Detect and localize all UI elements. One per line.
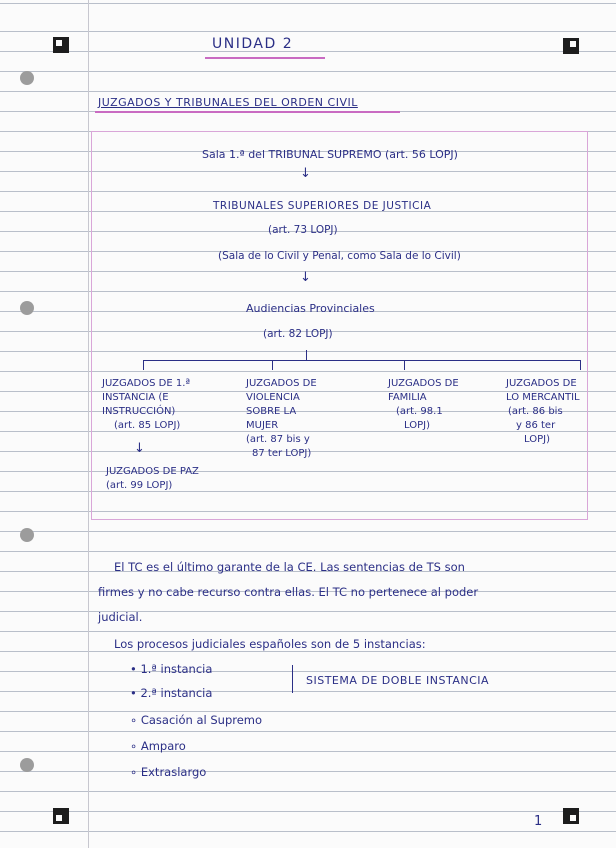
section-heading: JUZGADOS Y TRIBUNALES DEL ORDEN CIVIL bbox=[98, 96, 358, 109]
list-item-label: 1.ª instancia bbox=[140, 662, 213, 676]
node-line: JUZGADOS DE bbox=[506, 378, 577, 389]
node-line: y 86 ter bbox=[516, 420, 556, 431]
down-arrow-icon: ↓ bbox=[300, 270, 311, 285]
diagram-box bbox=[91, 131, 588, 520]
paragraph-line: firmes y no cabe recurso contra ellas. El TC no pertenece al poder bbox=[98, 585, 479, 599]
node-audiencias-article: (art. 82 LOPJ) bbox=[263, 328, 333, 340]
node-line: LO MERCANTIL bbox=[506, 392, 580, 403]
paragraph-line: El TC es el último garante de la CE. Las sentencias de TS son bbox=[114, 560, 465, 574]
node-juzgados-violencia bbox=[246, 377, 317, 461]
node-line: (art. 86 bis bbox=[508, 406, 563, 417]
binder-hole bbox=[20, 71, 34, 85]
node-line: MUJER bbox=[246, 420, 279, 431]
node-juzgados-paz bbox=[106, 465, 199, 493]
node-juzgados-primera-instancia bbox=[102, 377, 190, 433]
title-underline bbox=[205, 57, 325, 59]
node-tsj-sala: (Sala de lo Civil y Penal, como Sala de lo Civil) bbox=[218, 250, 461, 262]
list-item-label: 2.ª instancia bbox=[140, 686, 213, 700]
branch-tick bbox=[404, 360, 405, 370]
corner-marker-icon bbox=[53, 37, 69, 53]
node-line: INSTRUCCIÓN) bbox=[102, 406, 176, 417]
margin-line bbox=[88, 0, 89, 848]
node-line: VIOLENCIA bbox=[246, 392, 300, 403]
node-line: (art. 99 LOPJ) bbox=[106, 480, 173, 491]
list-item-label: Casación al Supremo bbox=[140, 713, 263, 727]
branch-tick bbox=[580, 360, 581, 370]
heading-underline bbox=[95, 111, 400, 113]
node-line: JUZGADOS DE bbox=[388, 378, 459, 389]
node-line: LOPJ) bbox=[404, 420, 430, 431]
node-line: (art. 85 LOPJ) bbox=[114, 420, 181, 431]
down-arrow-icon: ↓ bbox=[134, 441, 145, 456]
list-item-label: Extraslargo bbox=[140, 765, 207, 779]
node-line: LOPJ) bbox=[524, 434, 550, 445]
page-number: 1 bbox=[534, 814, 543, 829]
corner-marker-icon bbox=[563, 38, 579, 54]
list-item: • 2.ª instancia bbox=[130, 686, 213, 700]
node-line: (art. 98.1 bbox=[396, 406, 443, 417]
node-tsj: TRIBUNALES SUPERIORES DE JUSTICIA bbox=[213, 200, 432, 212]
page-title: UNIDAD 2 bbox=[212, 36, 294, 52]
list-item: ∘ Amparo bbox=[130, 739, 186, 753]
node-line: 87 ter LOPJ) bbox=[252, 448, 312, 459]
node-audiencias: Audiencias Provinciales bbox=[246, 302, 375, 315]
binder-hole bbox=[20, 758, 34, 772]
list-item: • 1.ª instancia bbox=[130, 662, 213, 676]
node-line: JUZGADOS DE bbox=[246, 378, 317, 389]
binder-hole bbox=[20, 528, 34, 542]
down-arrow-icon: ↓ bbox=[300, 166, 311, 181]
corner-marker-icon bbox=[563, 808, 579, 824]
branch-tick bbox=[143, 360, 144, 370]
node-juzgados-mercantil bbox=[506, 377, 580, 447]
node-line: (art. 87 bis y bbox=[246, 434, 310, 445]
branch-tick bbox=[272, 360, 273, 370]
node-juzgados-familia bbox=[388, 377, 459, 433]
node-tsj-article: (art. 73 LOPJ) bbox=[268, 224, 338, 236]
node-tribunal-supremo: Sala 1.ª del TRIBUNAL SUPREMO (art. 56 LOPJ) bbox=[202, 148, 458, 161]
bracket-label: SISTEMA DE DOBLE INSTANCIA bbox=[306, 674, 490, 687]
node-line: INSTANCIA (E bbox=[102, 392, 169, 403]
node-line: SOBRE LA bbox=[246, 406, 297, 417]
binder-hole bbox=[20, 301, 34, 315]
list-item: ∘ Casación al Supremo bbox=[130, 713, 263, 727]
node-line: JUZGADOS DE 1.ª bbox=[102, 378, 191, 389]
paragraph-line: judicial. bbox=[98, 610, 143, 624]
list-item-label: Amparo bbox=[140, 739, 186, 753]
bracket bbox=[292, 665, 298, 693]
node-line: FAMILIA bbox=[388, 392, 427, 403]
corner-marker-icon bbox=[53, 808, 69, 824]
list-item: ∘ Extraslargo bbox=[130, 765, 207, 779]
branch-line bbox=[143, 360, 581, 361]
node-line: JUZGADOS DE PAZ bbox=[106, 466, 199, 477]
list-intro: Los procesos judiciales españoles son de 5 instancias: bbox=[114, 637, 426, 651]
